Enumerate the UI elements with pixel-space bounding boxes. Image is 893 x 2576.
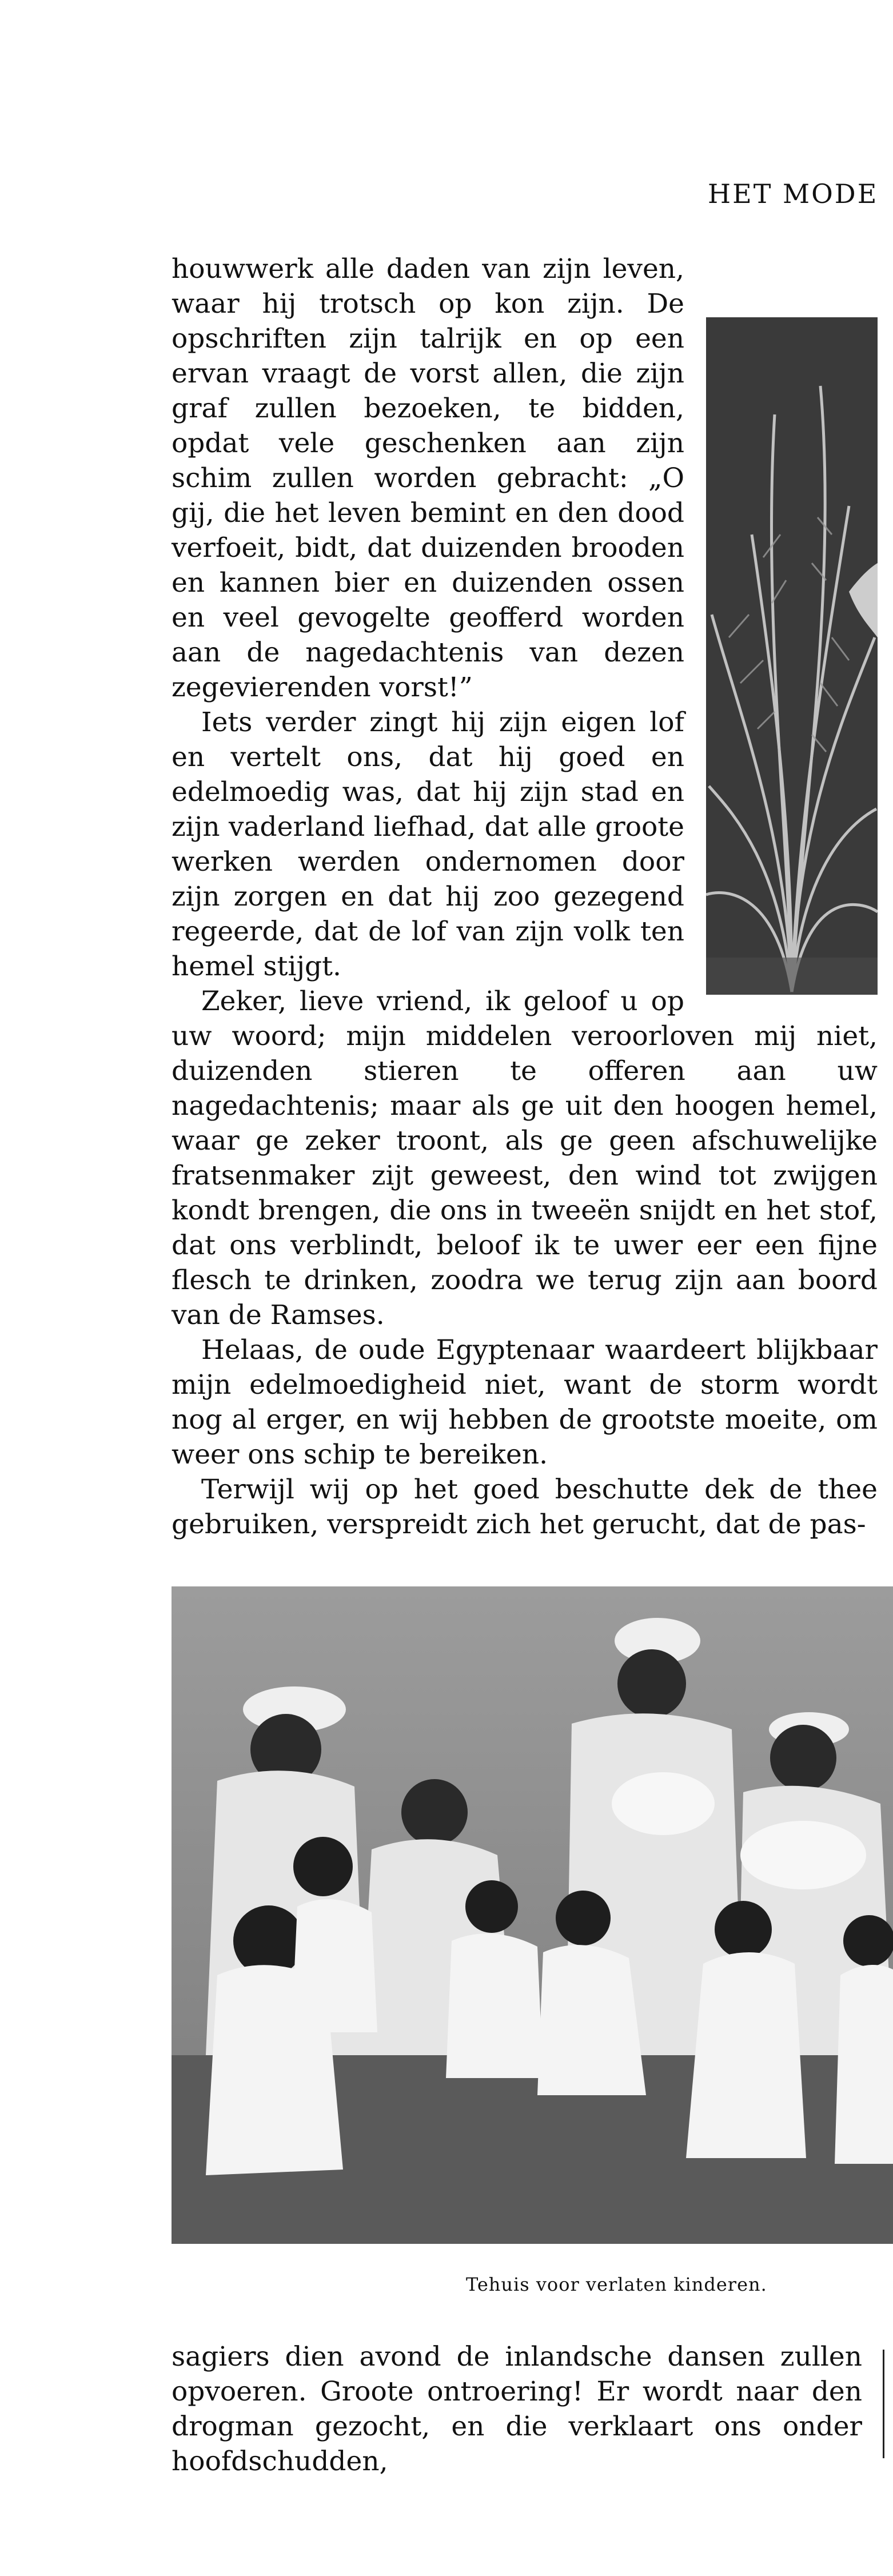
text-column-top [172,252,878,1542]
paragraph: houwwerk alle daden van zijn leven, waar hij trotsch op kon zijn. De opschriften zijn talrijk en op een ervan vraagt de vorst allen, die zijn graf zullen bezoeken, te bidden, opdat vele geschenken aan zijn schim zullen worden gebracht: „O gij, die het leven bemint en den dood verfoeit, bidt, dat duizenden brooden en kannen bier en duizenden ossen en veel gevogelte geofferd worden aan de nagedachtenis van dezen zegevierenden vorst!” [172,253,684,703]
group-photo [172,1586,893,2244]
paragraph: Zeker, lieve vriend, ik geloof u op uw woord; mijn middelen veroorloven mij niet, duizenden stieren te offeren aan uw nagedachtenis; maar als ge uit den hoogen hemel, waar ge zeker troont, als ge geen afschuwelijke fratsenmaker zijt geweest, den wind tot zwijgen kondt brengen, die ons in tweeën snijdt en het stof, dat ons verblindt, beloof ik te uwer eer een fijne flesch te drinken, zoodra we terug zijn aan boord van de Ramses. [172,986,878,1331]
paragraph: sagiers dien avond de inlandsche dansen zullen opvoeren. Groote ontroering! Er wordt naar den drogman gezocht, en die verklaart ons onder hoofdschudden, [172,2341,862,2477]
paragraph: Iets verder zingt hij zijn eigen lof en vertelt ons, dat hij goed en edelmoedig was, dat hij zijn stad en zijn vaderland liefhad, dat alle groote werken werden ondernomen door zijn zorgen en dat hij zoo gezegend regeerde, dat de lof van zijn volk ten hemel stijgt. [172,707,684,982]
side-photo-plant [706,317,878,995]
margin-rule [883,2350,884,2458]
paragraph: Terwijl wij op het goed beschutte dek de thee gebruiken, verspreidt zich het gerucht, dat de pas- [172,1474,878,1540]
running-head: HET MODE [708,178,879,209]
text-column-bottom [172,2339,862,2479]
photo-caption: Tehuis voor verlaten kinderen. [466,2274,767,2295]
plant-illustration [706,317,878,995]
paragraph: Helaas, de oude Egyptenaar waardeert blijkbaar mijn edelmoedigheid niet, want de storm wordt nog al erger, en wij hebben de grootste moeite, om weer ons schip te bereiken. [172,1334,878,1470]
group-photo-illustration [172,1586,893,2244]
